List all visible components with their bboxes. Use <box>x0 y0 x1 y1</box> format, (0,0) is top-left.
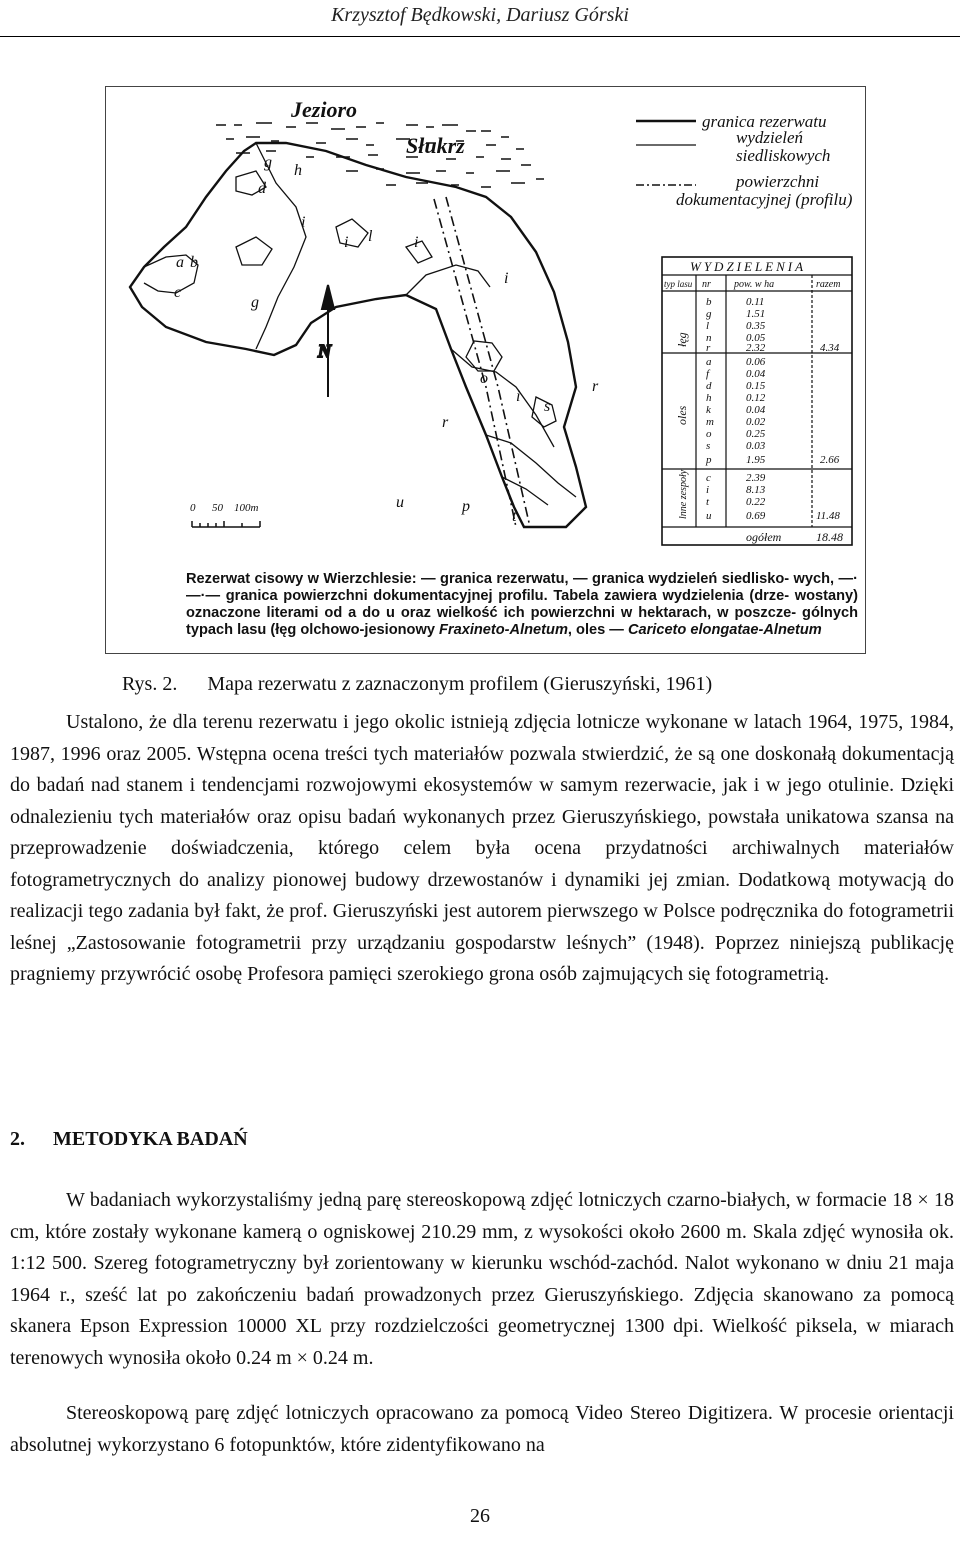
running-header: Krzysztof Będkowski, Dariusz Górski <box>331 4 629 26</box>
svg-text:0: 0 <box>190 502 196 514</box>
map-caption-line: , oles — <box>567 622 628 638</box>
svg-text:0.25: 0.25 <box>746 428 766 440</box>
svg-text:i: i <box>301 214 306 231</box>
figure-caption-text: Mapa rezerwatu z zaznaczonym profilem (Gieruszyński, 1961) <box>207 673 713 695</box>
svg-text:siedliskowych: siedliskowych <box>736 146 831 165</box>
svg-text:o: o <box>480 370 488 387</box>
map-legend <box>636 112 853 209</box>
plot-labels <box>174 154 599 525</box>
svg-text:s: s <box>544 398 551 415</box>
profile-corridor <box>434 197 530 527</box>
svg-text:t: t <box>706 496 710 508</box>
svg-text:1.51: 1.51 <box>746 308 766 320</box>
svg-text:N: N <box>318 341 331 361</box>
map-caption <box>186 571 858 639</box>
svg-text:11.48: 11.48 <box>816 510 840 522</box>
north-arrow-icon <box>317 285 334 397</box>
svg-text:g: g <box>706 308 712 320</box>
svg-text:0.11: 0.11 <box>746 296 765 308</box>
figure-number: Rys. 2. <box>122 673 178 695</box>
svg-text:pow. w ha: pow. w ha <box>734 279 775 290</box>
svg-text:8.13: 8.13 <box>746 484 766 496</box>
svg-text:h: h <box>294 162 302 179</box>
svg-text:0.05: 0.05 <box>746 332 766 344</box>
map-caption-line: Rezerwat cisowy w Wierzchlesie: — granica rezerwatu, — granica wydzieleń siedlisko- <box>186 571 790 587</box>
svg-text:o: o <box>706 428 712 440</box>
svg-text:r: r <box>442 414 449 431</box>
svg-text:l: l <box>368 228 373 245</box>
svg-text:0.04: 0.04 <box>746 368 766 380</box>
svg-text:Słukrz: Słukrz <box>406 133 465 158</box>
svg-text:d: d <box>706 380 712 392</box>
svg-text:f: f <box>706 368 710 380</box>
svg-text:0.06: 0.06 <box>746 356 766 368</box>
svg-text:WYDZIELENIA: WYDZIELENIA <box>690 259 807 274</box>
svg-text:p: p <box>706 454 712 466</box>
paragraph-2: W badaniach wykorzystaliśmy jedną parę stereoskopową zdjęć lotniczych czarno-białych, w formacie 18 × 18 cm, które zostały wykonane kamerą o ogniskowej 210.29 mm, z wysokości około 2600 m. Skala zdjęć wynosiła ok. 1:12 500. Szereg fotogrametryczny był zorientowany w kierunku wschód-zachód. Nalot wykonano w dniu 21 maja 1964 r., sześć lat po zakończeniu badań prowadzonych przez Gieruszyńskiego. Zdjęcia skanowano za pomocą skanera Epson Expression 10000 XL przy rozdzielczości geometrycznej 1300 dpi. Wielkość piksela, w miarach terenowych wynosiła około 0.24 m × 0.24 m. <box>10 1189 954 1369</box>
svg-text:powierzchni: powierzchni <box>736 172 820 191</box>
svg-text:i: i <box>414 234 419 251</box>
paragraph-1: Ustalono, że dla terenu rezerwatu i jego okolic istnieją zdjęcia lotnicze wykonane w latach 1964, 1975, 1984, 1987, 1996 oraz 2005. Wstępna ocena treści tych materiałów pozwala stwierdzić, że są one doskonałą dokumentacją do badań nad stanem i tendencjami rozwojowymi ekosystemów w samym rezerwacie, jak i w jego otulinie. Dzięki odnalezieniu tych materiałów oraz opisu badań wykonanych przez Gieruszyńskiego, powstała unikatowa szansa na przeprowadzenie doświadczenia, którego celem była ocena przydatności archiwalnych materiałów fotogrametrycznych do analizy pionowej budowy drzewostanów i dynamiki jej zmian. Dodatkową motywacją do realizacji tego zadania był fakt, że prof. Gieruszyński jest autorem pierwszego w Polsce podręcznika do fotogrametrii leśnej „Zastosowanie fotogrametrii przy urządzaniu gospodarstw leśnych” (1948). Poprzez niniejszą publikację pragniemy przywrócić osobę Profesora pamięci szerokiego grona osób zajmujących się fotogrametrią. <box>10 711 954 985</box>
svg-text:i: i <box>706 484 710 496</box>
svg-text:b: b <box>706 296 712 308</box>
svg-text:łęg: łęg <box>675 332 689 347</box>
svg-text:100m: 100m <box>234 502 259 514</box>
svg-text:4.34: 4.34 <box>820 342 840 354</box>
svg-text:m: m <box>706 416 714 428</box>
svg-text:r: r <box>706 342 711 354</box>
svg-text:ogółem: ogółem <box>746 530 782 544</box>
svg-text:c: c <box>706 472 711 484</box>
scale-bar <box>190 502 260 527</box>
habitat-table <box>662 257 852 545</box>
svg-text:typ lasu: typ lasu <box>664 279 693 289</box>
page-number: 26 <box>470 1505 490 1527</box>
svg-text:b: b <box>190 254 198 271</box>
svg-text:d: d <box>258 180 266 197</box>
svg-text:lnne zespoły: lnne zespoły <box>678 469 689 519</box>
svg-text:a: a <box>706 356 712 368</box>
svg-text:granica rezerwatu: granica rezerwatu <box>702 112 827 131</box>
svg-text:50: 50 <box>212 502 223 514</box>
map-caption-line: wych, —·—·— granica powierzchni dokumentacyjnej profilu. Tabela zawiera wydzielenia (drze- <box>186 571 858 604</box>
svg-text:s: s <box>706 440 711 452</box>
svg-text:0.35: 0.35 <box>746 320 766 332</box>
svg-text:2.39: 2.39 <box>746 472 766 484</box>
svg-text:g: g <box>264 154 272 171</box>
svg-text:i: i <box>504 270 509 287</box>
svg-text:18.48: 18.48 <box>816 530 843 544</box>
svg-text:i: i <box>516 388 521 405</box>
map-caption-line: wostany) oznaczone literami od a do u oraz wielkość ich powierzchni w hektarach, w poszcze- <box>186 588 858 621</box>
svg-text:0.04: 0.04 <box>746 404 766 416</box>
svg-text:u: u <box>706 510 712 522</box>
svg-text:k: k <box>706 404 711 416</box>
map-caption-line: gólnych typach lasu (łęg olchowo-jesionowy <box>186 605 858 638</box>
svg-text:0.15: 0.15 <box>746 380 766 392</box>
svg-text:u: u <box>396 494 404 511</box>
svg-text:g: g <box>251 294 259 311</box>
figure-map <box>105 86 866 654</box>
svg-text:n: n <box>706 332 712 344</box>
svg-text:dokumentacyjnej (profilu): dokumentacyjnej (profilu) <box>676 190 853 209</box>
svg-text:Jezioro: Jezioro <box>291 97 357 122</box>
svg-text:2.66: 2.66 <box>820 454 840 466</box>
section-number: 2. <box>10 1128 25 1150</box>
svg-text:0.69: 0.69 <box>746 510 766 522</box>
svg-text:0.03: 0.03 <box>746 440 766 452</box>
svg-text:l: l <box>706 320 710 332</box>
svg-text:nr: nr <box>702 279 711 290</box>
header-rule <box>0 36 960 37</box>
reserve-map <box>106 87 865 567</box>
svg-text:c: c <box>174 284 182 301</box>
section-title: METODYKA BADAŃ <box>53 1128 248 1150</box>
svg-text:0.22: 0.22 <box>746 496 766 508</box>
map-caption-latin: Fraxineto-Alnetum <box>439 622 568 638</box>
map-caption-latin: Cariceto elongatae-Alnetum <box>627 622 822 638</box>
figure-caption <box>122 673 712 696</box>
svg-text:i: i <box>344 234 349 251</box>
svg-text:p: p <box>462 498 470 515</box>
svg-text:razem: razem <box>816 279 841 290</box>
svg-text:oles: oles <box>675 405 689 425</box>
svg-text:0.02: 0.02 <box>746 416 766 428</box>
svg-text:0.12: 0.12 <box>746 392 766 404</box>
svg-text:wydzieleń: wydzieleń <box>736 128 804 147</box>
section-heading <box>10 1128 248 1151</box>
paragraph-3: Stereoskopową parę zdjęć lotniczych opracowano za pomocą Video Stereo Digitizera. W procesie orientacji absolutnej wykorzystano 6 fotopunktów, które zidentyfikowano na <box>10 1402 954 1456</box>
svg-text:h: h <box>706 392 712 404</box>
svg-text:r: r <box>592 378 599 395</box>
svg-text:1.95: 1.95 <box>746 454 766 466</box>
svg-text:a: a <box>176 254 184 271</box>
svg-text:2.32: 2.32 <box>746 342 766 354</box>
svg-text:t: t <box>512 508 517 525</box>
